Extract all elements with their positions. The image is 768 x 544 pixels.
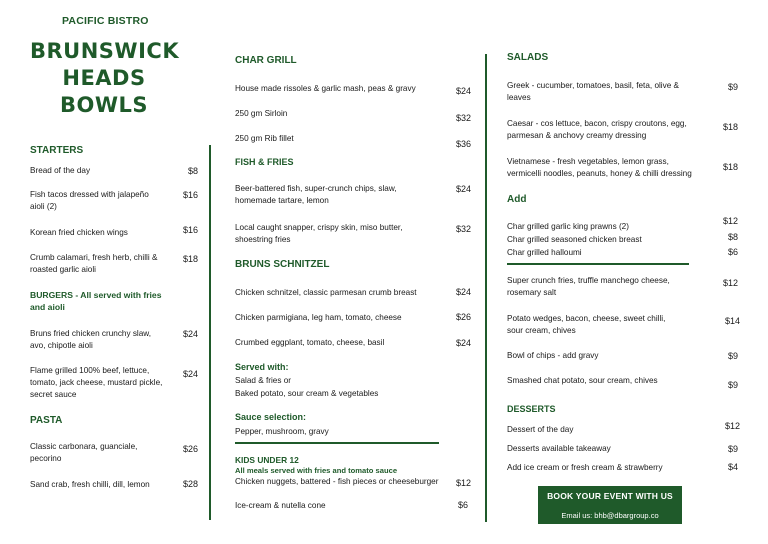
book-event-box[interactable] — [538, 486, 682, 524]
menu-item-price: $9 — [727, 380, 738, 390]
menu-item-name: Greek - cucumber, tomatoes, basil, feta, olive & — [507, 81, 680, 90]
menu-item-name: Crumb calamari, fresh herb, chilli & — [30, 253, 158, 262]
menu-item-price: $9 — [727, 444, 738, 454]
schnitzel-heading: BRUNS SCHNITZEL — [235, 259, 330, 270]
kids-heading: KIDS UNDER 12 — [235, 455, 299, 465]
page-title-line-3: BOWLS — [59, 93, 149, 117]
menu-item-price: $24 — [455, 287, 471, 297]
menu-item-name: Flame grilled 100% beef, lettuce, — [30, 366, 150, 375]
menu-item-name: Local caught snapper, crispy skin, miso butter, — [235, 223, 403, 232]
menu-item-price: $32 — [455, 113, 471, 123]
menu-item-name-cont: sour cream, chives — [507, 326, 576, 335]
menu-item-price: $36 — [455, 139, 471, 149]
menu-item-name: Crumbed eggplant, tomato, cheese, basil — [235, 338, 385, 347]
menu-item-name: Char grilled seasoned chicken breast — [507, 235, 642, 244]
sauce-line: Pepper, mushroom, gravy — [235, 427, 329, 436]
add-heading: Add — [507, 194, 527, 205]
menu-item-name: Vietnamese - fresh vegetables, lemon grass, — [507, 157, 669, 166]
menu-item-price: $6 — [727, 247, 738, 257]
menu-item-name: Chicken nuggets, battered - fish pieces or cheeseburger — [235, 477, 439, 486]
menu-item-price: $24 — [182, 329, 198, 339]
served-with-heading: Served with: — [235, 362, 289, 372]
menu-item-name-cont: roasted garlic aioli — [30, 265, 96, 274]
menu-item-name-cont: vermicelli noodles, peanuts, honey & chilli dressing — [507, 169, 692, 178]
menu-item-price: $12 — [455, 478, 471, 488]
menu-item-name: Caesar - cos lettuce, bacon, crispy croutons, egg, — [507, 119, 687, 128]
column-divider-left — [209, 145, 211, 520]
burgers-heading: BURGERS - All served with fries — [30, 290, 162, 300]
menu-item-price: $26 — [455, 312, 471, 322]
menu-item-name: Char grilled halloumi — [507, 248, 582, 257]
menu-item-name: House made rissoles & garlic mash, peas & gravy — [235, 84, 416, 93]
page-title-line-1: BRUNSWICK — [30, 39, 180, 63]
menu-item-price: $9 — [727, 351, 738, 361]
menu-item-name-cont: homemade tartare, lemon — [235, 196, 329, 205]
page-title-line-2: HEADS — [62, 66, 146, 90]
menu-item-name: Dessert of the day — [507, 425, 574, 434]
menu-item-name: Char grilled garlic king prawns (2) — [507, 222, 629, 231]
desserts-heading: DESSERTS — [507, 404, 556, 414]
menu-item-name: Chicken parmigiana, leg ham, tomato, cheese — [235, 313, 402, 322]
menu-item-name-cont: shoestring fries — [235, 235, 291, 244]
menu-item-price: $6 — [457, 500, 468, 510]
menu-item-name: Ice-cream & nutella cone — [235, 501, 326, 510]
menu-item-name: Super crunch fries, truffle manchego cheese, — [507, 276, 670, 285]
menu-item-name: Desserts available takeaway — [507, 444, 611, 453]
book-event-title: BOOK YOUR EVENT WITH US — [547, 491, 673, 501]
menu-item-name: Add ice cream or fresh cream & strawberry — [507, 463, 663, 472]
menu-item-price: $12 — [722, 278, 738, 288]
menu-item-price: $12 — [724, 421, 740, 431]
menu-item-name: Smashed chat potato, sour cream, chives — [507, 376, 658, 385]
menu-item-name: 250 gm Sirloin — [235, 109, 288, 118]
served-with-line: Salad & fries or — [235, 376, 291, 385]
add-divider — [507, 263, 689, 265]
menu-item-price: $9 — [727, 82, 738, 92]
menu-item-name: Potato wedges, bacon, cheese, sweet chilli, — [507, 314, 666, 323]
menu-item-name: Beer-battered fish, super-crunch chips, slaw, — [235, 184, 397, 193]
menu-item-name-cont: parmesan & anchovy creamy dressing — [507, 131, 647, 140]
menu-item-name-cont: avo, chipotle aioli — [30, 341, 93, 350]
menu-item-price: $4 — [727, 462, 738, 472]
menu-item-price: $24 — [182, 369, 198, 379]
column-divider-right — [485, 54, 487, 522]
menu-item-price: $16 — [182, 190, 198, 200]
kids-divider — [235, 442, 439, 444]
menu-item-price: $24 — [455, 184, 471, 194]
menu-item-price: $18 — [182, 254, 198, 264]
burgers-heading-cont: and aioli — [30, 302, 65, 312]
brand-name: PACIFIC BISTRO — [62, 15, 149, 27]
menu-item-name-cont: leaves — [507, 93, 531, 102]
fish-fries-heading: FISH & FRIES — [235, 157, 294, 167]
served-with-line: Baked potato, sour cream & vegetables — [235, 389, 379, 398]
menu-item-name-cont: rosemary salt — [507, 288, 557, 297]
menu-item-price: $14 — [724, 316, 740, 326]
menu-item-name: Bowl of chips - add gravy — [507, 351, 599, 360]
menu-item-price: $26 — [182, 444, 198, 454]
menu-item-price: $24 — [455, 338, 471, 348]
menu-item-name: Classic carbonara, guanciale, — [30, 442, 138, 451]
menu-item-name: Bread of the day — [30, 166, 91, 175]
pasta-heading: PASTA — [30, 415, 63, 426]
menu-item-price: $12 — [722, 216, 738, 226]
menu-item-name: Chicken schnitzel, classic parmesan crumb breast — [235, 288, 417, 297]
menu-item-name-cont: pecorino — [30, 454, 62, 463]
menu-item-name: Fish tacos dressed with jalapeño — [30, 190, 149, 199]
menu-item-name: Korean fried chicken wings — [30, 228, 128, 237]
menu-item-price: $28 — [182, 479, 198, 489]
menu-item-name: Sand crab, fresh chilli, dill, lemon — [30, 480, 150, 489]
salads-heading: SALADS — [507, 52, 549, 63]
kids-subheading: All meals served with fries and tomato sauce — [235, 466, 398, 475]
menu-item-price: $8 — [727, 232, 738, 242]
menu-item-name-cont: aioli (2) — [30, 202, 57, 211]
menu-item-name-cont: secret sauce — [30, 390, 77, 399]
starters-heading: STARTERS — [30, 145, 84, 156]
char-grill-heading: CHAR GRILL — [235, 55, 297, 66]
menu-item-price: $16 — [182, 225, 198, 235]
book-event-email[interactable]: Email us: bhb@dbargroup.co — [561, 511, 659, 520]
menu-item-name: 250 gm Rib fillet — [235, 134, 294, 143]
sauce-heading: Sauce selection: — [235, 412, 307, 422]
menu-item-price: $18 — [722, 162, 738, 172]
menu-item-price: $8 — [187, 166, 198, 176]
menu-item-name-cont: tomato, jack cheese, mustard pickle, — [30, 378, 163, 387]
menu-item-name: Bruns fried chicken crunchy slaw, — [30, 329, 152, 338]
menu-item-price: $24 — [455, 86, 471, 96]
menu-item-price: $18 — [722, 122, 738, 132]
menu-item-price: $32 — [455, 224, 471, 234]
